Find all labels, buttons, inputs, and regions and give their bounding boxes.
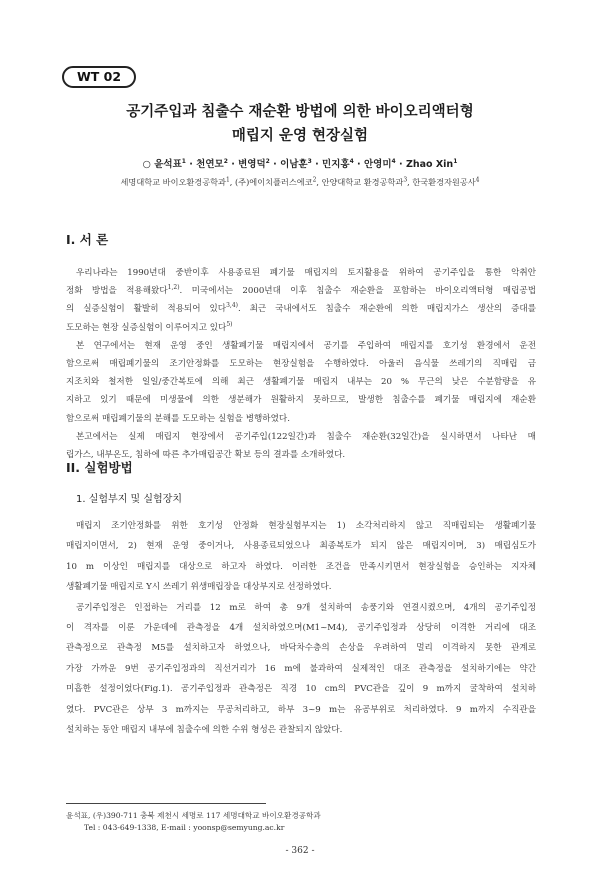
body-text-line: [66, 638, 536, 658]
body-text-line: [66, 679, 536, 699]
body-text-segment: 미흡한 설정이었다(Fig.1). 공기주입정과 관측정은 직경 10 cm의 PVC관을 깊이 9 m까지 굴착하여 설치하: [66, 684, 536, 695]
body-text-line: [66, 618, 536, 638]
body-text-line: [76, 427, 536, 447]
body-text-segment: 생활폐기물 매립지로 Y시 쓰레기 위생매립장을 대상부지로 선정하였다.: [66, 582, 332, 593]
body-text-segment: 본고에서는 실제 매립지 현장에서 공기주입(122일간)과 침출수 재순환(32일간)을 실시하면서 나타난 매: [76, 431, 536, 442]
body-text-segment: 함으로써 매립폐기물의 분해를 도모하는 실험을 병행하였다.: [66, 413, 290, 424]
body-text-line: [66, 536, 536, 556]
body-text-segment: 정화 방법을 적용해왔다: [66, 286, 168, 297]
affiliation: 한국환경자원공사: [412, 177, 476, 187]
citation-mark: 1,2): [167, 284, 180, 292]
author-separator: ·: [185, 159, 197, 170]
body-text-segment: 이 격자를 이룬 가운데에 관측정을 4개 설치하였으며(M1~M4), 공기주입정과 상당히 이격한 거리에 대조: [66, 623, 536, 633]
body-text-line: [66, 299, 536, 319]
author-affiliation-mark: 4: [391, 157, 396, 165]
body-text-segment: 10 m 이상인 매립지를 대상으로 하고자 하였다. 이러한 조건을 만족시키면서 현장실험을 승인하는 지자체: [66, 561, 536, 572]
author-affiliation-mark: 3: [307, 157, 312, 165]
body-text-segment: 립가스, 내부온도, 침하에 따른 추가매립공간 확보 등의 결과를 소개하였다.: [66, 450, 346, 460]
author-names: [154, 159, 457, 170]
author-separator: ·: [353, 159, 364, 170]
subsection-heading-site: 1. 실험부지 및 실험장치: [76, 494, 183, 505]
body-text-line: [76, 336, 536, 356]
author-name: Zhao Xin: [405, 159, 454, 170]
affiliation-list: [40, 177, 560, 188]
body-text-segment: 관측정으로 관측정 M5를 설치하고자 하였으나, 바닥차수층의 손상을 우려하여 멀리 이격하지 못한 관계로: [66, 643, 536, 654]
body-text-segment: 지하고 있기 때문에 미생물에 의한 생분해가 원활하지 못하므로, 발생한 침출수를 폐기물 매립지에 재순환: [66, 395, 536, 406]
footnote-contact: Tel : 043-649-1338, E-mail : yoonsp@semyung.ac.kr: [84, 823, 285, 832]
body-text-segment: 가장 가까운 9번 공기주입정과의 직선거리가 16 m에 불과하여 실제적인 대조 관측정을 설치하기에는 약간: [66, 663, 536, 674]
affiliation-mark: 3: [403, 176, 408, 184]
affiliation: (주)에이치플러스에코: [234, 177, 313, 187]
affiliation-separator: ,: [316, 177, 322, 187]
section-heading-methods: II. 실험방법: [66, 460, 133, 475]
body-text-segment: 공기주입정은 인접하는 거리를 12 m로 하여 총 9개 설치하여 송풍기와 연결시켰으며, 4개의 공기주입정: [76, 602, 536, 613]
body-text-line: [66, 557, 536, 577]
author-name: 변영덕: [238, 159, 266, 170]
body-text-segment: 본 연구에서는 현재 운영 중인 생활폐기물 매립지에서 공기를 주입하여 매립지를 호기성 환경에서 운전: [76, 340, 536, 351]
footnote-address: 윤석표, (우)390-711 충북 제천시 세명로 117 세명대학교 바이오환경공학과: [66, 811, 321, 820]
footnote-divider: [66, 803, 266, 804]
body-text-line: [66, 720, 536, 740]
author-name: 이남훈: [280, 159, 308, 170]
body-text-segment: 매립지 조기안정화를 위한 호기성 안정화 현장실험부지는 1) 소각처리하지 않고 직매립되는 생활폐기물: [76, 521, 536, 531]
body-text-segment: 매립지이면서, 2) 현재 운영 중이거나, 사용종료되었으나 최종복토가 되지 않은 매립지이며, 3) 매립심도가: [66, 541, 536, 552]
paper-title-line-1: 공기주입과 침출수 재순환 방법에 의한 바이오리액터형: [126, 104, 474, 120]
author-separator: ·: [311, 159, 323, 170]
author-name: 안영미: [363, 159, 392, 170]
body-text-segment: 함으로써 매립폐기물의 조기안정화를 도모하는 현장실험을 수행하였다. 아울러 음식물 쓰레기의 직매립 금: [66, 359, 536, 369]
author-affiliation-mark: 4: [349, 157, 354, 165]
citation-mark: 5): [226, 320, 233, 328]
body-text-segment: 설치하는 동안 매립지 내부에 침출수에 의한 수위 형성은 관찰되지 않았다.: [66, 725, 343, 735]
body-text-segment: . 최근 국내에서도 침출수 재순환에 의한 매립지가스 생산의 증대를: [237, 304, 536, 315]
body-text-line: [76, 263, 536, 283]
body-text-line: [66, 318, 536, 338]
session-code-badge: WT 02: [62, 66, 136, 88]
body-text-line: [76, 516, 536, 536]
affiliation-mark: 4: [475, 176, 480, 184]
affiliation-mark: 2: [312, 176, 317, 184]
section-heading-introduction: I. 서 론: [66, 232, 109, 247]
body-text-line: [66, 700, 536, 720]
author-separator: ·: [227, 159, 239, 170]
body-text-line: [76, 598, 536, 618]
presenter-marker: ○: [142, 159, 151, 170]
affiliation: 안양대학교 환경공학과: [321, 177, 404, 187]
body-text-line: [66, 390, 536, 410]
author-affiliation-mark: 1: [453, 157, 458, 165]
author-name: 윤석표: [154, 159, 182, 170]
affiliation-separator: ,: [229, 177, 235, 187]
author-name: 천연모: [196, 159, 224, 170]
author-name: 민지홍: [322, 159, 350, 170]
body-text-line: [66, 354, 536, 374]
body-text-segment: . 미국에서는 2000년대 이후 침출수 재순환을 포함하는 바이오리액터형 매립공법: [179, 286, 536, 297]
author-separator: ·: [269, 159, 281, 170]
body-text-segment: 도모하는 현장 실증실험이 이루어지고 있다: [66, 322, 227, 333]
body-text-segment: 의 실증실험이 활발히 적용되어 있다: [66, 304, 227, 315]
body-text-line: [66, 445, 536, 465]
affiliation: 세명대학교 바이오환경공학과: [120, 177, 226, 187]
affiliation-mark: 1: [225, 176, 230, 184]
body-text-line: [66, 372, 536, 392]
author-affiliation-mark: 1: [181, 157, 186, 165]
body-text-line: [66, 409, 536, 429]
body-text-segment: 였다. PVC관은 상부 3 m까지는 무공처리하고, 하부 3~9 m는 유공부위로 처리하였다. 9 m까지 수직관을: [66, 704, 536, 715]
paper-title-line-2: 매립지 운영 현장실험: [231, 128, 369, 144]
author-list: [60, 156, 540, 170]
author-affiliation-mark: 2: [265, 157, 270, 165]
body-text-line: [66, 577, 536, 597]
author-affiliation-mark: 2: [223, 157, 228, 165]
body-text-line: [66, 281, 536, 301]
body-text-segment: 지조치와 철저한 일일/중간복토에 의해 최근 생활폐기물 매립지 내부는 20 % 무근의 낮은 수분함량을 유: [66, 377, 536, 388]
page-number: - 362 -: [285, 846, 315, 856]
citation-mark: 3,4): [226, 302, 238, 310]
author-separator: ·: [395, 159, 406, 170]
body-text-segment: 우리나라는 1990년대 중반이후 사용종료된 폐기물 매립지의 토지활용을 위하여 공기주입을 통한 악취안: [76, 268, 536, 278]
affiliation-separator: ,: [407, 177, 413, 187]
body-text-line: [66, 659, 536, 679]
